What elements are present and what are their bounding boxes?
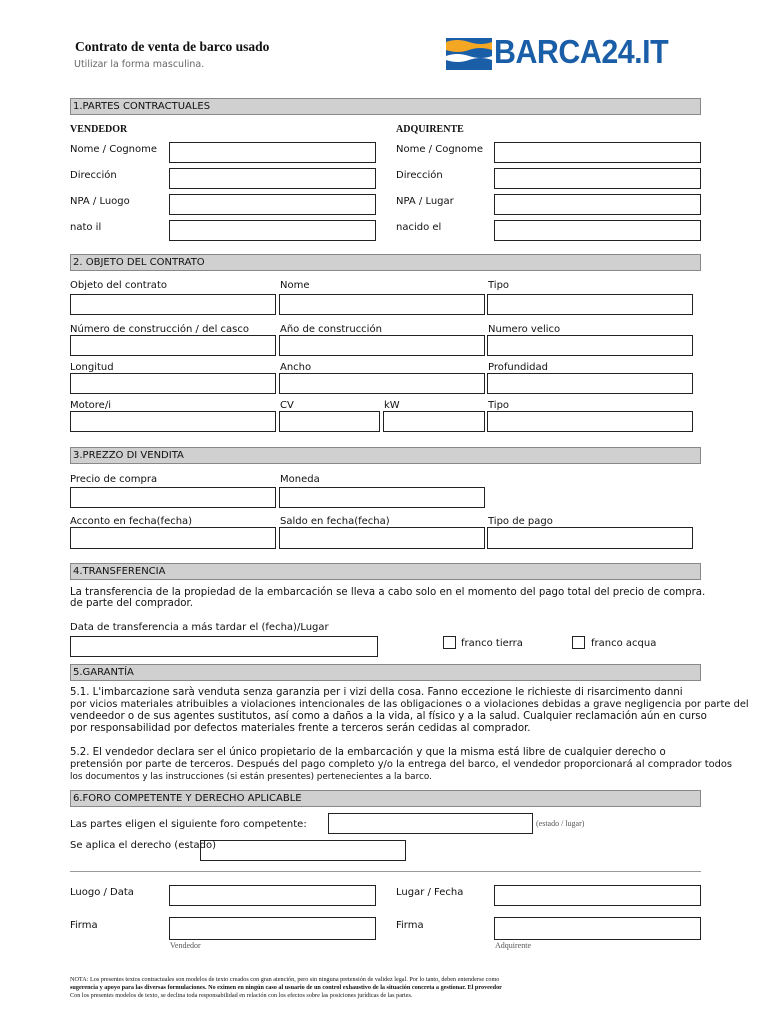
- signature-seller-field[interactable]: [169, 917, 376, 940]
- franco-acqua-label: franco acqua: [591, 638, 657, 649]
- build-year-label: Año de construcción: [280, 324, 382, 335]
- engine-type-field[interactable]: [487, 411, 693, 432]
- hp-label: CV: [280, 400, 294, 411]
- signature-buyer-field[interactable]: [494, 917, 701, 940]
- section-jurisdiction-heading: 6.FORO COMPETENTE Y DERECHO APLICABLE: [70, 790, 701, 807]
- warranty-p2-line1: 5.2. El vendedor declara ser el único propietario de la embarcación y que la misma está libre de cualquier derecho o: [70, 747, 666, 758]
- seller-birth-field[interactable]: [169, 220, 376, 241]
- forum-field[interactable]: [328, 813, 533, 834]
- forum-label: Las partes eligen el siguiente foro competente:: [70, 819, 307, 830]
- document-subtitle: Utilizar la forma masculina.: [74, 59, 205, 70]
- buyer-name-label: Nome / Cognome: [396, 144, 484, 155]
- boat-type-field[interactable]: [487, 294, 693, 315]
- width-field[interactable]: [279, 373, 485, 394]
- place-date-seller-label: Luogo / Data: [70, 887, 134, 898]
- franco-tierra-checkbox[interactable]: [443, 636, 456, 649]
- disclaimer-line3: Con los presentes modelos de texto, se declina toda responsabilidad en relación con los efectos sobre las posiciones jurídicas de las partes.: [70, 992, 413, 999]
- build-year-field[interactable]: [279, 335, 485, 356]
- warranty-p2-line2: pretensión por parte de terceros. Después del pago completo y/o la entrega del barco, el vendedor proporcionará al comprador todos: [70, 759, 733, 770]
- seller-birth-label: nato il: [70, 222, 102, 233]
- engine-field[interactable]: [70, 411, 276, 432]
- section-price-heading: 3.PREZZO DI VENDITA: [70, 447, 701, 464]
- transfer-text-line1: La transferencia de la propiedad de la embarcación se lleva a cabo solo en el momento del pago total del precio de compra.: [70, 587, 706, 598]
- forum-hint: (estado / lugar): [536, 819, 585, 828]
- width-label: Ancho: [280, 362, 312, 373]
- length-label: Longitud: [70, 362, 114, 373]
- disclaimer-line1: NOTA: Los presentes textos contractuales son modelos de texto creados con gran atención, pero sin ninguna pretensión de validez legal. Por lo tanto, deben entenderse como: [70, 976, 500, 983]
- object-field[interactable]: [70, 294, 276, 315]
- seller-caption: Vendedor: [170, 941, 201, 950]
- warranty-p1-line1: 5.1. L'imbarcazione sarà venduta senza garanzia per i vizi della cosa. Fanno eccezione le richieste di risarcimento danni: [70, 687, 683, 698]
- depth-field[interactable]: [487, 373, 693, 394]
- transfer-date-label: Data de transferencia a más tardar el (fecha)/Lugar: [70, 622, 329, 633]
- buyer-name-field[interactable]: [494, 142, 701, 163]
- document-title: Contrato de venta de barco usado: [75, 39, 270, 54]
- seller-zip-field[interactable]: [169, 194, 376, 215]
- seller-address-field[interactable]: [169, 168, 376, 189]
- balance-label: Saldo en fecha(fecha): [280, 516, 390, 527]
- balance-field[interactable]: [279, 527, 485, 549]
- sail-number-label: Numero velico: [488, 324, 561, 335]
- engine-type-label: Tipo: [488, 400, 510, 411]
- deposit-label: Acconto en fecha(fecha): [70, 516, 193, 527]
- warranty-p1-line4: por responsabilidad por defectos materiales frente a terceros serán cedidas al comprador.: [70, 723, 531, 734]
- object-label: Objeto del contrato: [70, 280, 167, 291]
- boat-name-label: Nome: [280, 280, 310, 291]
- waves-icon: [446, 38, 492, 70]
- purchase-price-label: Precio de compra: [70, 474, 158, 485]
- section-object-heading: 2. OBJETO DEL CONTRATO: [70, 254, 701, 271]
- place-date-buyer-field[interactable]: [494, 885, 701, 906]
- divider: [70, 871, 701, 872]
- seller-name-label: Nome / Cognome: [70, 144, 158, 155]
- buyer-birth-label: nacido el: [396, 222, 442, 233]
- hull-number-label: Número de construcción / del casco: [70, 324, 249, 335]
- section-parties-heading: 1.PARTES CONTRACTUALES: [70, 98, 701, 115]
- seller-address-label: Dirección: [70, 170, 117, 181]
- barca24-logo: [446, 33, 702, 71]
- purchase-price-field[interactable]: [70, 487, 276, 508]
- deposit-field[interactable]: [70, 527, 276, 549]
- warranty-p1-line3: vendeedor o de sus agentes sustitutos, así como a daños a la vida, al físico y a la salud. Cualquier reclamación aún en curso: [70, 711, 707, 722]
- depth-label: Profundidad: [488, 362, 549, 373]
- buyer-caption: Adquirente: [495, 941, 531, 950]
- warranty-p2-line3: los documentos y las instrucciones (si están presentes) pertenecientes a la barco.: [70, 772, 432, 782]
- buyer-zip-label: NPA / Lugar: [396, 196, 454, 207]
- buyer-birth-field[interactable]: [494, 220, 701, 241]
- law-field[interactable]: [200, 840, 406, 861]
- boat-type-label: Tipo: [488, 280, 510, 291]
- buyer-heading: ADQUIRENTE: [396, 124, 464, 135]
- boat-name-field[interactable]: [279, 294, 485, 315]
- hull-number-field[interactable]: [70, 335, 276, 356]
- sail-number-field[interactable]: [487, 335, 693, 356]
- law-label: Se aplica el derecho (estado): [70, 840, 216, 851]
- kw-field[interactable]: [383, 411, 485, 432]
- currency-field[interactable]: [279, 487, 485, 508]
- length-field[interactable]: [70, 373, 276, 394]
- signature-buyer-label: Firma: [396, 920, 424, 931]
- kw-label: kW: [384, 400, 400, 411]
- section-transfer-heading: 4.TRANSFERENCIA: [70, 563, 701, 580]
- buyer-zip-field[interactable]: [494, 194, 701, 215]
- engine-label: Motore/i: [70, 400, 111, 411]
- payment-type-field[interactable]: [487, 527, 693, 549]
- place-date-seller-field[interactable]: [169, 885, 376, 906]
- section-warranty-heading: 5.GARANTÍA: [70, 664, 701, 681]
- hp-field[interactable]: [279, 411, 380, 432]
- place-date-buyer-label: Lugar / Fecha: [396, 887, 464, 898]
- transfer-text-line2: de parte del comprador.: [70, 598, 194, 609]
- transfer-date-field[interactable]: [70, 636, 378, 657]
- seller-name-field[interactable]: [169, 142, 376, 163]
- seller-heading: VENDEDOR: [70, 124, 128, 135]
- warranty-p1-line2: por vicios materiales atribuibles a violaciones intencionales de las obligaciones o a violaciones debidas a grave negligencia por parte del: [70, 699, 749, 710]
- buyer-address-label: Dirección: [396, 170, 443, 181]
- seller-zip-label: NPA / Luogo: [70, 196, 130, 207]
- logo-text: BARCA24.IT: [494, 33, 669, 70]
- franco-tierra-label: franco tierra: [461, 638, 523, 649]
- payment-type-label: Tipo de pago: [488, 516, 553, 527]
- franco-acqua-checkbox[interactable]: [572, 636, 585, 649]
- disclaimer-line2: sugerencia y apoyo para las diversas formulaciones. No eximen en ningún caso al usuario de un control exhaustivo de la situación concreta a gestionar. El proveedor: [70, 984, 502, 991]
- currency-label: Moneda: [280, 474, 320, 485]
- buyer-address-field[interactable]: [494, 168, 701, 189]
- signature-seller-label: Firma: [70, 920, 98, 931]
